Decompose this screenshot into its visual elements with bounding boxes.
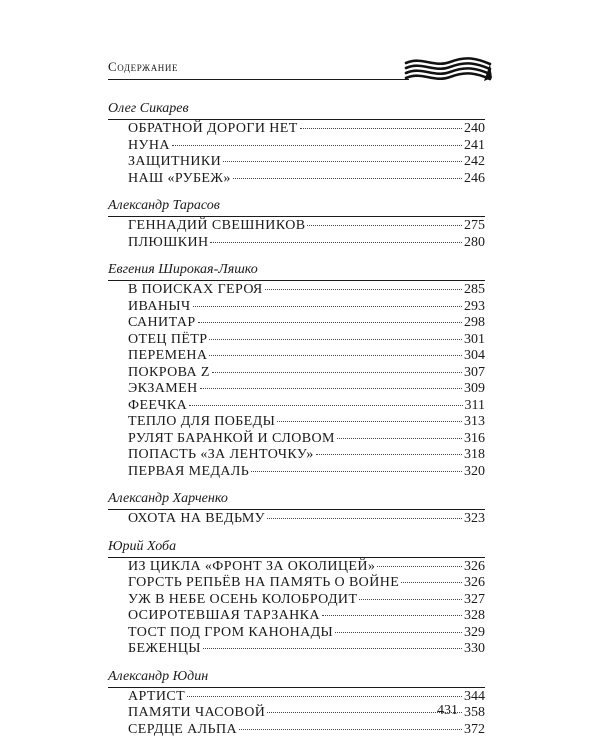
dot-leader <box>193 306 463 307</box>
dot-leader <box>239 729 462 730</box>
dot-leader <box>209 355 462 356</box>
entry-title: УЖ В НЕБЕ ОСЕНЬ КОЛОБРОДИТ <box>128 591 358 607</box>
entry-page: 293 <box>464 298 485 314</box>
dot-leader <box>209 339 462 340</box>
entry-page: 241 <box>464 137 485 153</box>
toc-entry <box>128 575 485 592</box>
entry-page: 309 <box>464 381 485 396</box>
toc-section <box>108 195 485 259</box>
toc-entry <box>128 705 485 722</box>
dot-leader <box>189 405 462 406</box>
author-name: Александр Харченко <box>108 491 228 506</box>
entry-title: ПОПАСТЬ «ЗА ЛЕНТОЧКУ» <box>128 447 314 462</box>
entry-page: 372 <box>464 721 485 737</box>
entry-title: БЕЖЕНЦЫ <box>128 641 201 656</box>
entry-page: 326 <box>464 575 485 590</box>
entry-page: 323 <box>464 511 485 526</box>
entry-page: 307 <box>464 364 485 380</box>
dot-leader <box>335 632 462 633</box>
entry-title: ПЕРВАЯ МЕДАЛЬ <box>128 463 250 479</box>
toc-section <box>108 259 485 488</box>
toc-entry <box>128 464 485 481</box>
entry-title: ПОКРОВА Z <box>128 364 210 380</box>
dot-leader <box>212 372 462 373</box>
entry-page: 329 <box>464 624 485 640</box>
entry-page: 301 <box>464 331 485 347</box>
entry-title: ТЕПЛО ДЛЯ ПОБЕДЫ <box>128 414 276 429</box>
dot-leader <box>307 225 462 226</box>
entry-title: ПЕРЕМЕНА <box>128 348 208 363</box>
entry-title: ОСИРОТЕВШАЯ ТАРЗАНКА <box>128 608 320 623</box>
entry-title: ГОРСТЬ РЕПЬЁВ НА ПАМЯТЬ О ВОЙНЕ <box>128 575 400 590</box>
entry-page: 240 <box>464 121 485 136</box>
dot-leader <box>322 615 462 616</box>
entry-title: САНИТАР <box>128 315 196 330</box>
toc-entry <box>128 171 485 188</box>
entry-page: 304 <box>464 348 485 363</box>
author-rule <box>108 119 485 120</box>
toc-entry <box>128 689 485 706</box>
entry-title: ТОСТ ПОД ГРОМ КАНОНАДЫ <box>128 624 334 640</box>
dot-leader <box>300 128 462 129</box>
entry-page: 298 <box>464 315 485 330</box>
toc-entry <box>128 154 485 171</box>
dot-leader <box>265 289 462 290</box>
dot-leader <box>172 145 462 146</box>
header-title: Содержание <box>108 59 179 74</box>
toc-entry <box>128 121 485 138</box>
entry-page: 242 <box>464 154 485 169</box>
dot-leader <box>377 566 462 567</box>
section-gap <box>108 251 485 259</box>
author-name: Олег Сикарев <box>108 101 189 116</box>
section-gap <box>108 528 485 536</box>
toc-entry <box>128 365 485 382</box>
entry-page: 358 <box>464 705 485 720</box>
toc-entry <box>128 299 485 316</box>
dot-leader <box>187 696 462 697</box>
author-rule <box>108 687 485 688</box>
dot-leader <box>316 454 462 455</box>
entry-title: ИВАНЫЧ <box>128 298 191 314</box>
entry-page: 330 <box>464 641 485 656</box>
table-of-contents <box>108 98 485 738</box>
entry-title: НАШ «РУБЕЖ» <box>128 170 231 186</box>
toc-section <box>108 536 485 666</box>
toc-entry <box>128 235 485 252</box>
toc-entry <box>128 511 485 528</box>
entry-title: ЭКЗАМЕН <box>128 381 198 396</box>
header-rule <box>108 79 409 80</box>
toc-section <box>108 98 485 195</box>
author-rule <box>108 557 485 558</box>
toc-entry <box>128 592 485 609</box>
entry-page: 280 <box>464 234 485 250</box>
author-name: Александр Юдин <box>108 668 209 684</box>
toc-section <box>108 488 485 536</box>
section-gap <box>108 187 485 195</box>
entry-list <box>108 218 485 251</box>
dot-leader <box>223 161 462 162</box>
section-gap <box>108 658 485 666</box>
dot-leader <box>203 648 462 649</box>
entry-title: ОБРАТНОЙ ДОРОГИ НЕТ <box>128 121 298 136</box>
toc-entry <box>128 348 485 365</box>
toc-entry <box>128 447 485 464</box>
entry-page: 327 <box>464 591 485 607</box>
dot-leader <box>198 322 462 323</box>
entry-page: 313 <box>464 414 485 429</box>
dot-leader <box>251 471 462 472</box>
author-rule <box>108 509 485 510</box>
toc-entry <box>128 625 485 642</box>
toc-entry <box>128 138 485 155</box>
entry-page: 344 <box>464 688 485 704</box>
entry-page: 316 <box>464 430 485 446</box>
entry-title: ПЛЮШКИН <box>128 234 209 250</box>
author-name: Юрий Хоба <box>108 538 177 554</box>
toc-entry <box>128 431 485 448</box>
page-number: 431 <box>437 703 458 718</box>
entry-list <box>108 559 485 658</box>
toc-section <box>108 666 485 739</box>
dot-leader <box>233 178 462 179</box>
toc-entry <box>128 381 485 398</box>
author-rule <box>108 280 485 281</box>
dot-leader <box>401 582 462 583</box>
toc-entry <box>128 608 485 625</box>
entry-list <box>108 689 485 739</box>
entry-page: 311 <box>464 397 485 413</box>
entry-page: 318 <box>464 447 485 462</box>
entry-title: АРТИСТ <box>128 688 186 704</box>
toc-entry <box>128 559 485 576</box>
entry-page: 246 <box>464 170 485 186</box>
author-name: Александр Тарасов <box>108 198 220 213</box>
entry-title: ОТЕЦ ПЁТР <box>128 331 208 347</box>
section-gap <box>108 480 485 488</box>
entry-title: НУНА <box>128 137 170 153</box>
author-rule <box>108 216 485 217</box>
toc-entry <box>128 282 485 299</box>
dot-leader <box>267 518 462 519</box>
dot-leader <box>200 388 462 389</box>
entry-title: ЗАЩИТНИКИ <box>128 154 222 169</box>
entry-page: 320 <box>464 463 485 479</box>
toc-entry <box>128 414 485 431</box>
entry-title: СЕРДЦЕ АЛЬПА <box>128 721 238 737</box>
author-name: Евгения Широкая-Ляшко <box>108 262 258 277</box>
toc-entry <box>128 398 485 415</box>
entry-title: ОХОТА НА ВЕДЬМУ <box>128 511 265 526</box>
running-header <box>108 58 408 76</box>
entry-title: ПАМЯТИ ЧАСОВОЙ <box>128 705 266 720</box>
entry-title: ФЕЕЧКА <box>128 397 188 413</box>
entry-list <box>108 282 485 480</box>
entry-list <box>108 121 485 187</box>
toc-entry <box>128 332 485 349</box>
entry-page: 328 <box>464 608 485 623</box>
dot-leader <box>210 242 462 243</box>
dot-leader <box>267 712 462 713</box>
entry-title: ИЗ ЦИКЛА «ФРОНТ ЗА ОКОЛИЦЕЙ» <box>128 558 376 574</box>
toc-entry <box>128 218 485 235</box>
entry-page: 285 <box>464 282 485 297</box>
toc-entry <box>128 315 485 332</box>
entry-page: 275 <box>464 218 485 233</box>
dot-leader <box>359 599 462 600</box>
entry-title: РУЛЯТ БАРАНКОЙ И СЛОВОМ <box>128 430 335 446</box>
entry-list <box>108 511 485 528</box>
entry-title: В ПОИСКАХ ГЕРОЯ <box>128 282 263 297</box>
dot-leader <box>277 421 462 422</box>
toc-entry <box>128 722 485 739</box>
st-george-ribbon-icon <box>404 54 492 84</box>
dot-leader <box>337 438 462 439</box>
entry-page: 326 <box>464 558 485 574</box>
toc-entry <box>128 641 485 658</box>
entry-title: ГЕННАДИЙ СВЕШНИКОВ <box>128 218 306 233</box>
